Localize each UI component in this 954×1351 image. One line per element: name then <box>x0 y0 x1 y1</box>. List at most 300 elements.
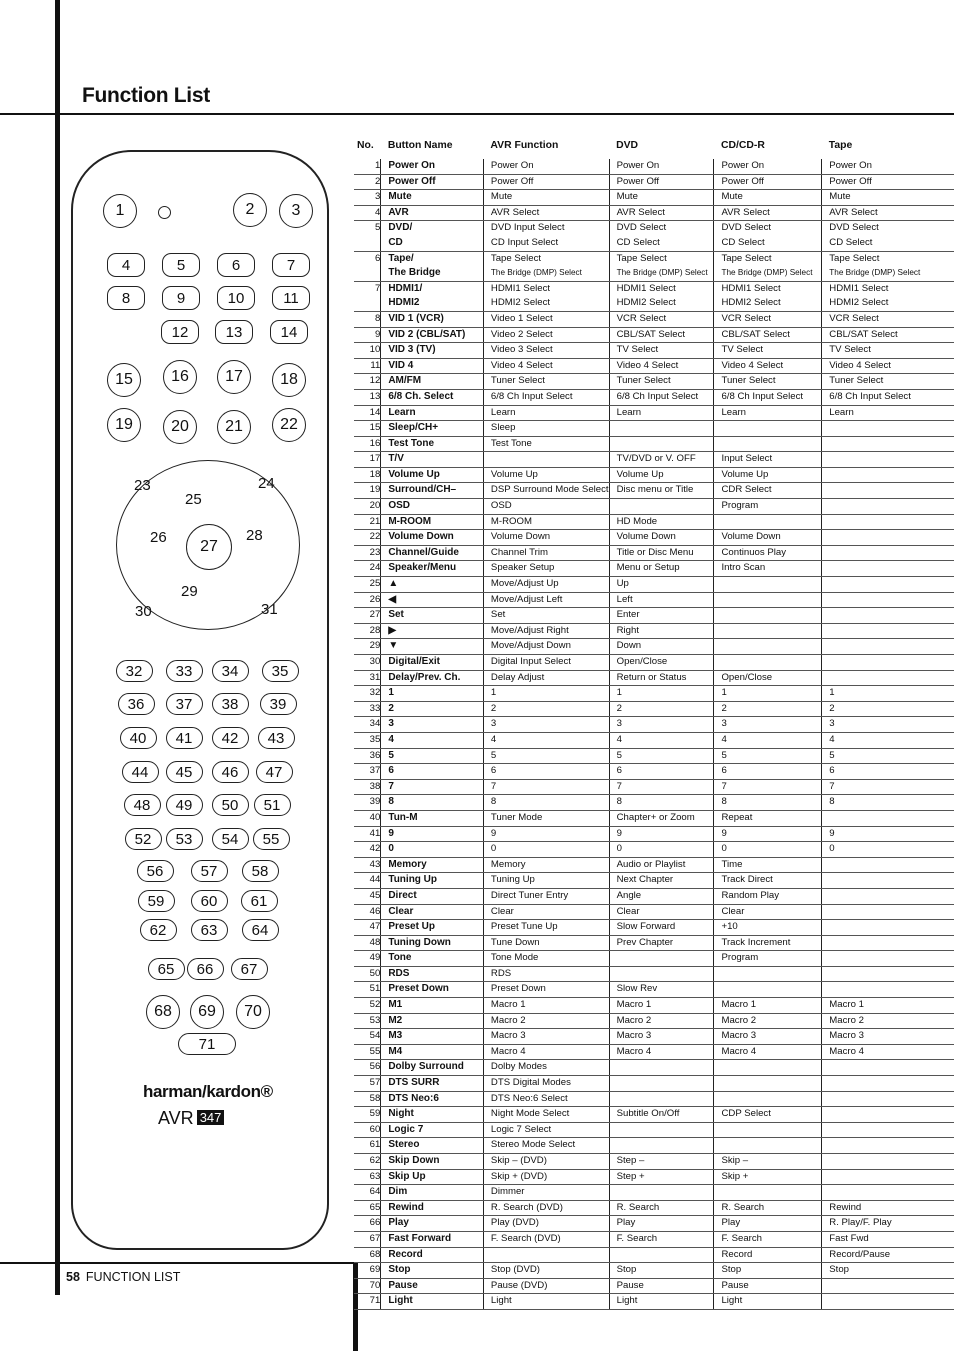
remote-button-35: 35 <box>262 660 299 682</box>
cd-function: Pause <box>714 1278 822 1294</box>
cd-function: Program <box>714 951 822 967</box>
dvd-function: Prev Chapter <box>609 935 714 951</box>
dvd-function: Mute <box>609 190 714 206</box>
cd-function: 9 <box>714 826 822 842</box>
avr-function: AVR Select <box>483 205 609 221</box>
table-row <box>354 1029 954 1045</box>
tape-function <box>822 951 954 967</box>
dvd-function: 6 <box>609 764 714 780</box>
button-name: 9 <box>381 826 484 842</box>
tape-function <box>822 935 954 951</box>
table-row <box>354 639 954 655</box>
tape-function <box>822 1154 954 1170</box>
table-row <box>354 1185 954 1201</box>
dvd-function: Light <box>609 1294 714 1310</box>
avr-function: Dimmer <box>483 1185 609 1201</box>
avr-function: Power Off <box>483 174 609 190</box>
remote-button-62: 62 <box>140 919 177 941</box>
avr-function: Digital Input Select <box>483 655 609 671</box>
row-number: 25 <box>354 577 381 593</box>
avr-function: DTS Neo:6 Select <box>483 1091 609 1107</box>
remote-button-70: 70 <box>236 995 270 1029</box>
tape-function <box>822 655 954 671</box>
row-number: 55 <box>354 1044 381 1060</box>
dvd-function: Menu or Setup <box>609 561 714 577</box>
row-number: 36 <box>354 748 381 764</box>
row-number: 48 <box>354 935 381 951</box>
cd-function: Continuos Play <box>714 545 822 561</box>
cd-function <box>714 1060 822 1076</box>
avr-function: Stop (DVD) <box>483 1263 609 1279</box>
avr-function: Dolby Modes <box>483 1060 609 1076</box>
dvd-function: Title or Disc Menu <box>609 545 714 561</box>
cd-function: Stop <box>714 1263 822 1279</box>
tape-function <box>822 514 954 530</box>
model-prefix: AVR <box>158 1108 194 1128</box>
left-margin-bar <box>55 0 60 1295</box>
cd-function <box>714 1185 822 1201</box>
dvd-function <box>609 1122 714 1138</box>
button-name: ▶ <box>381 623 484 639</box>
button-name: Rewind <box>381 1200 484 1216</box>
row-number: 15 <box>354 421 381 437</box>
dvd-function: Power On <box>609 159 714 174</box>
remote-button-65: 65 <box>148 958 185 980</box>
remote-button-63: 63 <box>191 919 228 941</box>
tape-function: Macro 1 <box>822 998 954 1014</box>
button-name: VID 1 (VCR) <box>381 311 484 327</box>
button-name: AM/FM <box>381 374 484 390</box>
tape-function <box>822 920 954 936</box>
table-row <box>354 499 954 515</box>
row-number: 13 <box>354 389 381 405</box>
row-number: 28 <box>354 623 381 639</box>
dvd-function <box>609 1247 714 1263</box>
button-name: Preset Up <box>381 920 484 936</box>
button-name: Sleep/CH+ <box>381 421 484 437</box>
avr-function: Direct Tuner Entry <box>483 888 609 904</box>
cd-function: F. Search <box>714 1231 822 1247</box>
avr-function: Light <box>483 1294 609 1310</box>
table-row <box>354 1122 954 1138</box>
avr-function: Tape Select The Bridge (DMP) Select <box>483 251 609 281</box>
cd-function: DVD Select CD Select <box>714 221 822 251</box>
table-row <box>354 1294 954 1310</box>
row-number: 30 <box>354 655 381 671</box>
avr-function: HDMI1 Select HDMI2 Select <box>483 281 609 311</box>
dvd-function: Macro 3 <box>609 1029 714 1045</box>
remote-button-1: 1 <box>103 194 137 228</box>
remote-button-22: 22 <box>272 408 306 442</box>
button-name: Tuning Up <box>381 873 484 889</box>
table-row <box>354 670 954 686</box>
row-number: 21 <box>354 514 381 530</box>
button-name: M4 <box>381 1044 484 1060</box>
button-name: Learn <box>381 405 484 421</box>
avr-function: Pause (DVD) <box>483 1278 609 1294</box>
cd-function <box>714 436 822 452</box>
column-header: AVR Function <box>490 140 559 151</box>
remote-button-50: 50 <box>212 794 249 816</box>
dvd-function: Enter <box>609 608 714 624</box>
table-row <box>354 1247 954 1263</box>
remote-button-15: 15 <box>107 363 141 397</box>
button-name: Clear <box>381 904 484 920</box>
cd-function: Light <box>714 1294 822 1310</box>
button-name: 7 <box>381 779 484 795</box>
dvd-function <box>609 1091 714 1107</box>
cd-function <box>714 592 822 608</box>
cd-function: Clear <box>714 904 822 920</box>
row-number: 11 <box>354 358 381 374</box>
row-number: 42 <box>354 842 381 858</box>
remote-button-12: 12 <box>161 320 199 344</box>
button-name: Stereo <box>381 1138 484 1154</box>
table-row <box>354 374 954 390</box>
row-number: 70 <box>354 1278 381 1294</box>
tape-function: R. Play/F. Play <box>822 1216 954 1232</box>
tape-function <box>822 1278 954 1294</box>
table-row <box>354 623 954 639</box>
cd-function <box>714 1122 822 1138</box>
tape-function <box>822 904 954 920</box>
remote-button-32: 32 <box>116 660 153 682</box>
table-row <box>354 1200 954 1216</box>
dvd-function <box>609 421 714 437</box>
cd-function: 6/8 Ch Input Select <box>714 389 822 405</box>
dvd-function <box>609 951 714 967</box>
dvd-function: Stop <box>609 1263 714 1279</box>
row-number: 62 <box>354 1154 381 1170</box>
cd-function <box>714 514 822 530</box>
dvd-function: Up <box>609 577 714 593</box>
dvd-function: 0 <box>609 842 714 858</box>
avr-function: 7 <box>483 779 609 795</box>
row-number: 3 <box>354 190 381 206</box>
table-row <box>354 717 954 733</box>
cd-function <box>714 1076 822 1092</box>
remote-button-52: 52 <box>125 828 162 850</box>
row-number: 52 <box>354 998 381 1014</box>
tape-function <box>822 452 954 468</box>
avr-function: Night Mode Select <box>483 1107 609 1123</box>
table-row <box>354 701 954 717</box>
row-number: 41 <box>354 826 381 842</box>
dvd-function: TV Select <box>609 343 714 359</box>
avr-function: Learn <box>483 405 609 421</box>
avr-function: 2 <box>483 701 609 717</box>
title-rule <box>0 113 954 115</box>
avr-function: Power On <box>483 159 609 174</box>
indicator-light-icon <box>158 206 171 219</box>
tape-function <box>822 436 954 452</box>
table-row <box>354 982 954 998</box>
remote-button-31: 31 <box>261 601 278 618</box>
button-name: Delay/Prev. Ch. <box>381 670 484 686</box>
table-row <box>354 795 954 811</box>
dvd-function: 5 <box>609 748 714 764</box>
table-row <box>354 1216 954 1232</box>
button-name: Tape/ The Bridge <box>381 251 484 281</box>
remote-button-57: 57 <box>191 860 228 882</box>
avr-function: M-ROOM <box>483 514 609 530</box>
cd-function: Power Off <box>714 174 822 190</box>
remote-button-45: 45 <box>166 761 203 783</box>
table-row <box>354 920 954 936</box>
button-name: Channel/Guide <box>381 545 484 561</box>
cd-function: Learn <box>714 405 822 421</box>
cd-function: 4 <box>714 732 822 748</box>
avr-function: Skip + (DVD) <box>483 1169 609 1185</box>
button-name: M3 <box>381 1029 484 1045</box>
table-row <box>354 1169 954 1185</box>
button-name: VID 3 (TV) <box>381 343 484 359</box>
cd-function <box>714 1138 822 1154</box>
tape-function <box>822 1091 954 1107</box>
dvd-function <box>609 499 714 515</box>
remote-button-66: 66 <box>187 958 224 980</box>
avr-function: Video 1 Select <box>483 311 609 327</box>
remote-button-46: 46 <box>212 761 249 783</box>
button-name: AVR <box>381 205 484 221</box>
row-number: 16 <box>354 436 381 452</box>
table-row <box>354 764 954 780</box>
table-row <box>354 281 954 311</box>
tape-function <box>822 467 954 483</box>
row-number: 26 <box>354 592 381 608</box>
table-row <box>354 904 954 920</box>
row-number: 32 <box>354 686 381 702</box>
dvd-function: Next Chapter <box>609 873 714 889</box>
dvd-function: TV/DVD or V. OFF <box>609 452 714 468</box>
dvd-function: Left <box>609 592 714 608</box>
table-row <box>354 842 954 858</box>
table-row <box>354 732 954 748</box>
tape-function <box>822 483 954 499</box>
button-name: Night <box>381 1107 484 1123</box>
tape-function <box>822 982 954 998</box>
cd-function: VCR Select <box>714 311 822 327</box>
remote-button-13: 13 <box>215 320 253 344</box>
button-name: M1 <box>381 998 484 1014</box>
avr-function: 9 <box>483 826 609 842</box>
cd-function: CDR Select <box>714 483 822 499</box>
row-number: 39 <box>354 795 381 811</box>
tape-function: Power Off <box>822 174 954 190</box>
dvd-function: R. Search <box>609 1200 714 1216</box>
column-header: DVD <box>616 140 639 151</box>
row-number: 66 <box>354 1216 381 1232</box>
row-number: 58 <box>354 1091 381 1107</box>
dvd-function: DVD Select CD Select <box>609 221 714 251</box>
dvd-function: Tape Select The Bridge (DMP) Select <box>609 251 714 281</box>
button-name: RDS <box>381 966 484 982</box>
dvd-function: Pause <box>609 1278 714 1294</box>
row-number: 29 <box>354 639 381 655</box>
cd-function <box>714 623 822 639</box>
avr-function: 4 <box>483 732 609 748</box>
button-name: ▲ <box>381 577 484 593</box>
table-row <box>354 1278 954 1294</box>
cd-function: Power On <box>714 159 822 174</box>
remote-button-2: 2 <box>233 193 267 227</box>
avr-function: Video 3 Select <box>483 343 609 359</box>
cd-function: 6 <box>714 764 822 780</box>
remote-button-26: 26 <box>150 529 167 546</box>
remote-button-56: 56 <box>137 860 174 882</box>
remote-button-8: 8 <box>107 286 145 310</box>
row-number: 6 <box>354 251 381 281</box>
row-number: 69 <box>354 1263 381 1279</box>
tape-function <box>822 1169 954 1185</box>
dvd-function: F. Search <box>609 1231 714 1247</box>
avr-function: Channel Trim <box>483 545 609 561</box>
avr-function: Tune Down <box>483 935 609 951</box>
row-number: 22 <box>354 530 381 546</box>
table-row <box>354 405 954 421</box>
tape-function: 5 <box>822 748 954 764</box>
row-number: 14 <box>354 405 381 421</box>
avr-function: Play (DVD) <box>483 1216 609 1232</box>
table-body <box>354 159 954 1309</box>
row-number: 56 <box>354 1060 381 1076</box>
remote-button-58: 58 <box>242 860 279 882</box>
avr-function: OSD <box>483 499 609 515</box>
cd-function: AVR Select <box>714 205 822 221</box>
remote-button-41: 41 <box>166 727 203 749</box>
button-name: VID 4 <box>381 358 484 374</box>
row-number: 40 <box>354 810 381 826</box>
avr-function: Preset Down <box>483 982 609 998</box>
tape-function: Video 4 Select <box>822 358 954 374</box>
avr-function: Tone Mode <box>483 951 609 967</box>
dvd-function: AVR Select <box>609 205 714 221</box>
dvd-function: Audio or Playlist <box>609 857 714 873</box>
tape-function <box>822 857 954 873</box>
button-name: Power On <box>381 159 484 174</box>
remote-button-40: 40 <box>120 727 157 749</box>
cd-function: R. Search <box>714 1200 822 1216</box>
remote-button-71: 71 <box>178 1033 236 1055</box>
table-row <box>354 221 954 251</box>
tape-function: AVR Select <box>822 205 954 221</box>
row-number: 67 <box>354 1231 381 1247</box>
tape-function <box>822 1107 954 1123</box>
row-number: 46 <box>354 904 381 920</box>
dvd-function: Slow Rev <box>609 982 714 998</box>
avr-function: Clear <box>483 904 609 920</box>
remote-button-25: 25 <box>185 491 202 508</box>
avr-function: DSP Surround Mode Select <box>483 483 609 499</box>
dvd-function: Step + <box>609 1169 714 1185</box>
row-number: 9 <box>354 327 381 343</box>
remote-button-18: 18 <box>272 363 306 397</box>
tape-function: 9 <box>822 826 954 842</box>
cd-function: Macro 4 <box>714 1044 822 1060</box>
table-row <box>354 436 954 452</box>
cd-function: CBL/SAT Select <box>714 327 822 343</box>
table-row <box>354 888 954 904</box>
table-row <box>354 311 954 327</box>
avr-function <box>483 452 609 468</box>
cd-function: CDP Select <box>714 1107 822 1123</box>
column-header: CD/CD-R <box>720 140 765 151</box>
dvd-function: CBL/SAT Select <box>609 327 714 343</box>
cd-function <box>714 639 822 655</box>
cd-function <box>714 966 822 982</box>
row-number: 59 <box>354 1107 381 1123</box>
avr-function: Move/Adjust Left <box>483 592 609 608</box>
cd-function: Volume Down <box>714 530 822 546</box>
cd-function: Play <box>714 1216 822 1232</box>
remote-button-24: 24 <box>258 475 275 492</box>
avr-function: F. Search (DVD) <box>483 1231 609 1247</box>
dvd-function: Macro 4 <box>609 1044 714 1060</box>
avr-function: Macro 3 <box>483 1029 609 1045</box>
row-number: 49 <box>354 951 381 967</box>
tape-function <box>822 966 954 982</box>
dvd-function: Video 4 Select <box>609 358 714 374</box>
dvd-function: Power Off <box>609 174 714 190</box>
button-name: DTS Neo:6 <box>381 1091 484 1107</box>
tape-function: 8 <box>822 795 954 811</box>
dvd-function: Disc menu or Title <box>609 483 714 499</box>
tape-function <box>822 1060 954 1076</box>
button-name: Logic 7 <box>381 1122 484 1138</box>
tape-function: HDMI1 Select HDMI2 Select <box>822 281 954 311</box>
button-name: Light <box>381 1294 484 1310</box>
row-number: 18 <box>354 467 381 483</box>
table-row <box>354 1060 954 1076</box>
row-number: 5 <box>354 221 381 251</box>
cd-function: 0 <box>714 842 822 858</box>
tape-function <box>822 421 954 437</box>
cd-function: Mute <box>714 190 822 206</box>
remote-button-36: 36 <box>118 693 155 715</box>
table-row <box>354 389 954 405</box>
dvd-function: 6/8 Ch Input Select <box>609 389 714 405</box>
tape-function: VCR Select <box>822 311 954 327</box>
avr-function: Memory <box>483 857 609 873</box>
dvd-function: Angle <box>609 888 714 904</box>
dvd-function: Macro 2 <box>609 1013 714 1029</box>
table-row <box>354 966 954 982</box>
button-name: Direct <box>381 888 484 904</box>
remote-button-10: 10 <box>217 286 255 310</box>
cd-function: Intro Scan <box>714 561 822 577</box>
remote-button-49: 49 <box>166 794 203 816</box>
avr-function: Macro 4 <box>483 1044 609 1060</box>
button-name: HDMI1/ HDMI2 <box>381 281 484 311</box>
avr-function: Sleep <box>483 421 609 437</box>
brand-logo: harman/kardon® <box>143 1082 273 1101</box>
tape-function: Macro 3 <box>822 1029 954 1045</box>
tape-function: Tape Select The Bridge (DMP) Select <box>822 251 954 281</box>
button-name: Digital/Exit <box>381 655 484 671</box>
table-row <box>354 514 954 530</box>
button-name: Tuning Down <box>381 935 484 951</box>
tape-function <box>822 639 954 655</box>
cd-function: Record <box>714 1247 822 1263</box>
row-number: 50 <box>354 966 381 982</box>
dvd-function: Play <box>609 1216 714 1232</box>
button-name: Volume Up <box>381 467 484 483</box>
tape-function <box>822 530 954 546</box>
remote-button-64: 64 <box>242 919 279 941</box>
page-title: Function List <box>82 84 210 107</box>
table-row <box>354 561 954 577</box>
dvd-function: 3 <box>609 717 714 733</box>
